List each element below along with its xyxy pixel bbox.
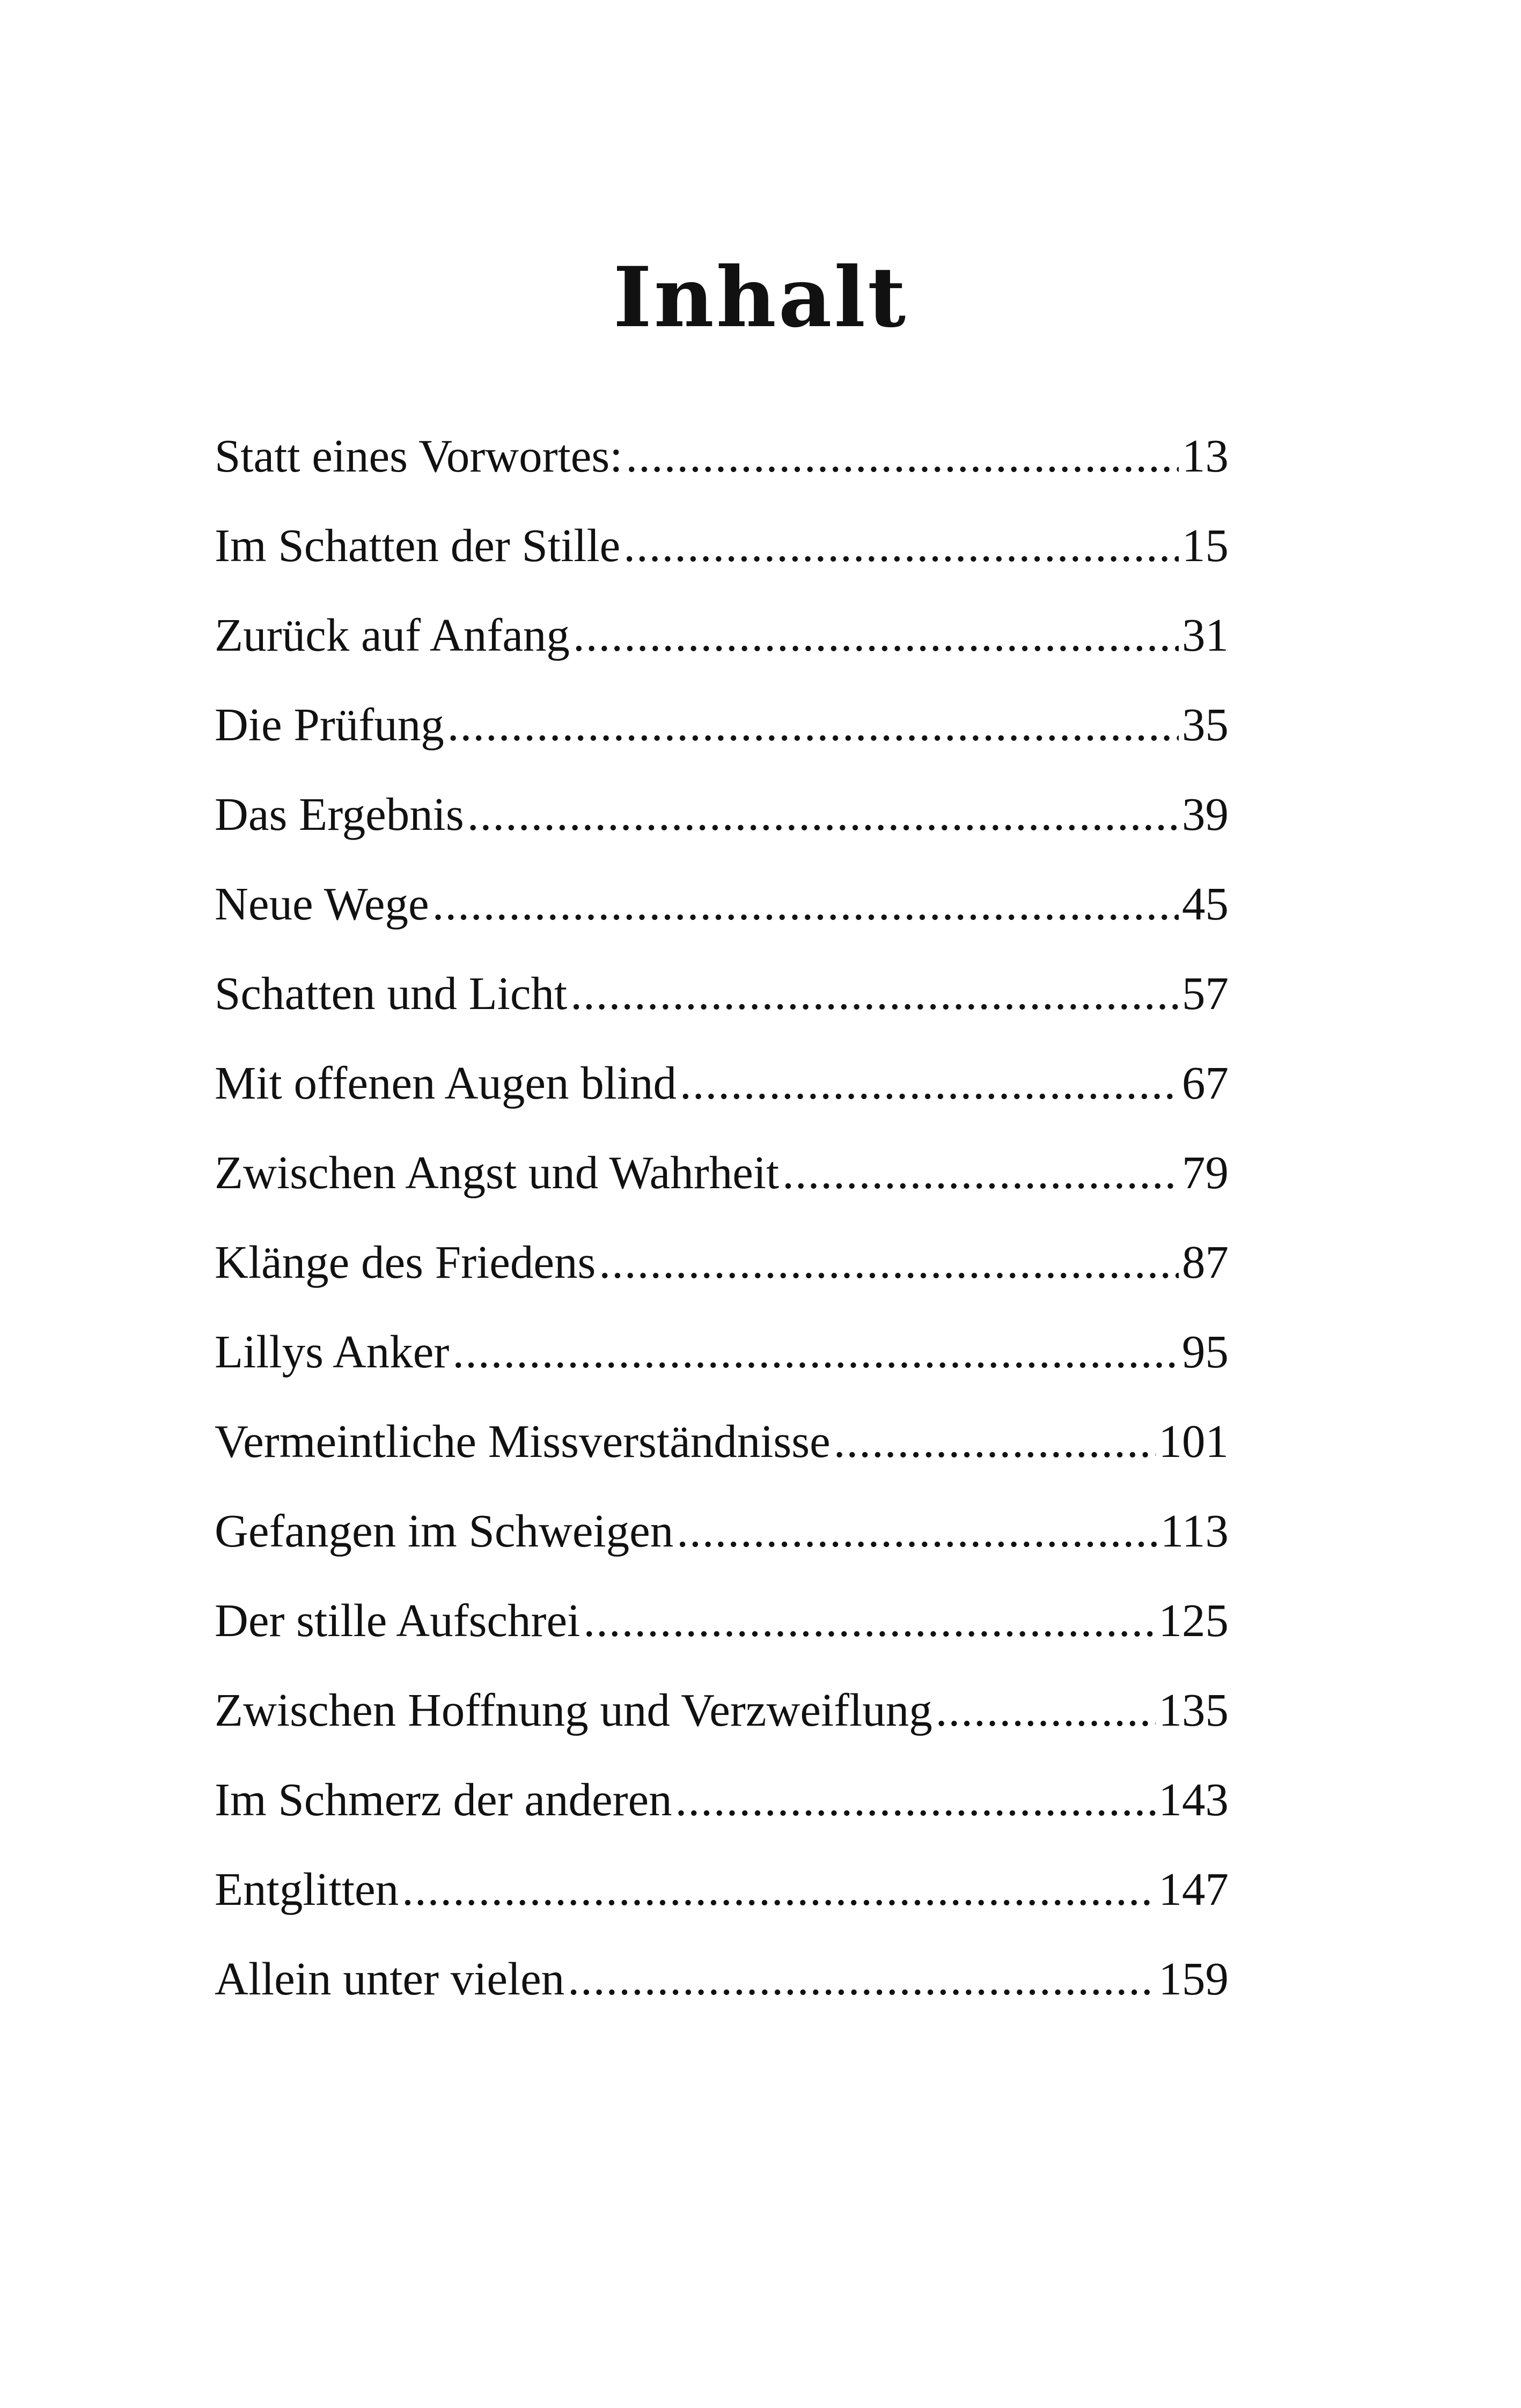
toc-entry xyxy=(215,1409,1229,1499)
dot-leader xyxy=(623,513,1179,578)
toc-page-number: 35 xyxy=(1182,698,1229,750)
toc-page-number: 45 xyxy=(1182,878,1229,930)
toc-entry xyxy=(215,1857,1229,1947)
toc-page-number: 147 xyxy=(1158,1863,1229,1915)
toc-page-number: 125 xyxy=(1158,1594,1229,1646)
dot-leader xyxy=(583,1588,1155,1653)
toc-entry-title: Mit offenen Augen blind xyxy=(215,1057,677,1109)
dot-leader xyxy=(568,1947,1155,2011)
dot-leader xyxy=(677,1499,1157,1563)
toc-entry-title: Das Ergebnis xyxy=(215,788,464,840)
toc-entry xyxy=(215,424,1229,513)
toc-entry xyxy=(215,603,1229,693)
toc-entry-title: Gefangen im Schweigen xyxy=(215,1505,674,1557)
toc-entry xyxy=(215,1947,1229,2036)
toc-page-number: 15 xyxy=(1182,519,1229,571)
dot-leader xyxy=(432,872,1179,936)
dot-leader xyxy=(573,603,1179,667)
dot-leader xyxy=(452,1320,1179,1384)
toc-entry-title: Entglitten xyxy=(215,1863,399,1915)
toc-page-number: 31 xyxy=(1182,609,1229,661)
toc-entry xyxy=(215,1588,1229,1678)
toc-entry xyxy=(215,782,1229,872)
toc-entry xyxy=(215,1678,1229,1768)
dot-leader xyxy=(599,1230,1179,1294)
toc-page-number: 57 xyxy=(1182,967,1229,1019)
toc-page-number: 13 xyxy=(1182,430,1229,482)
toc-entry xyxy=(215,1051,1229,1140)
toc-entry-title: Zurück auf Anfang xyxy=(215,609,570,661)
toc-entry-title: Im Schatten der Stille xyxy=(215,519,621,571)
dot-leader xyxy=(626,424,1179,488)
toc-entry xyxy=(215,1140,1229,1230)
toc-entry-title: Zwischen Angst und Wahrheit xyxy=(215,1146,780,1198)
toc-entry-title: Neue Wege xyxy=(215,878,429,930)
toc-page-number: 143 xyxy=(1158,1773,1229,1825)
toc-page-number: 101 xyxy=(1158,1415,1229,1467)
toc-page-number: 39 xyxy=(1182,788,1229,840)
toc-page-number: 67 xyxy=(1182,1057,1229,1109)
toc-entry xyxy=(215,693,1229,782)
dot-leader xyxy=(936,1678,1156,1742)
toc-entry-title: Im Schmerz der anderen xyxy=(215,1773,672,1825)
dot-leader xyxy=(680,1051,1179,1115)
toc-entry xyxy=(215,1499,1229,1588)
dot-leader xyxy=(570,961,1179,1026)
toc-page-number: 79 xyxy=(1182,1146,1229,1198)
toc-entry-title: Zwischen Hoffnung und Verzweiflung xyxy=(215,1684,932,1736)
dot-leader xyxy=(834,1409,1156,1474)
toc-page-number: 135 xyxy=(1158,1684,1229,1736)
toc-entry-title: Allein unter vielen xyxy=(215,1953,565,2005)
toc-entry xyxy=(215,513,1229,603)
dot-leader xyxy=(782,1140,1179,1205)
toc-page-number: 113 xyxy=(1160,1505,1229,1557)
dot-leader xyxy=(675,1768,1156,1832)
page-title: Inhalt xyxy=(613,249,908,346)
dot-leader xyxy=(467,782,1179,846)
toc-entry-title: Statt eines Vorwortes: xyxy=(215,430,623,482)
toc-entry xyxy=(215,961,1229,1051)
toc-entry-title: Der stille Aufschrei xyxy=(215,1594,581,1646)
toc-entry-title: Schatten und Licht xyxy=(215,967,568,1019)
toc-entry-title: Lillys Anker xyxy=(215,1325,450,1378)
toc-entry-title: Die Prüfung xyxy=(215,698,444,750)
toc-page-number: 95 xyxy=(1182,1325,1229,1378)
toc-entry xyxy=(215,1768,1229,1857)
toc-page-number: 159 xyxy=(1158,1953,1229,2005)
toc-entry xyxy=(215,1230,1229,1320)
toc-entry-title: Vermeintliche Missverständnisse xyxy=(215,1415,831,1467)
toc-entry xyxy=(215,1320,1229,1409)
toc-entry xyxy=(215,872,1229,961)
dot-leader xyxy=(447,693,1179,757)
toc-page-number: 87 xyxy=(1182,1236,1229,1288)
dot-leader xyxy=(402,1857,1155,1921)
table-of-contents xyxy=(215,424,1229,2036)
toc-entry-title: Klänge des Friedens xyxy=(215,1236,596,1288)
